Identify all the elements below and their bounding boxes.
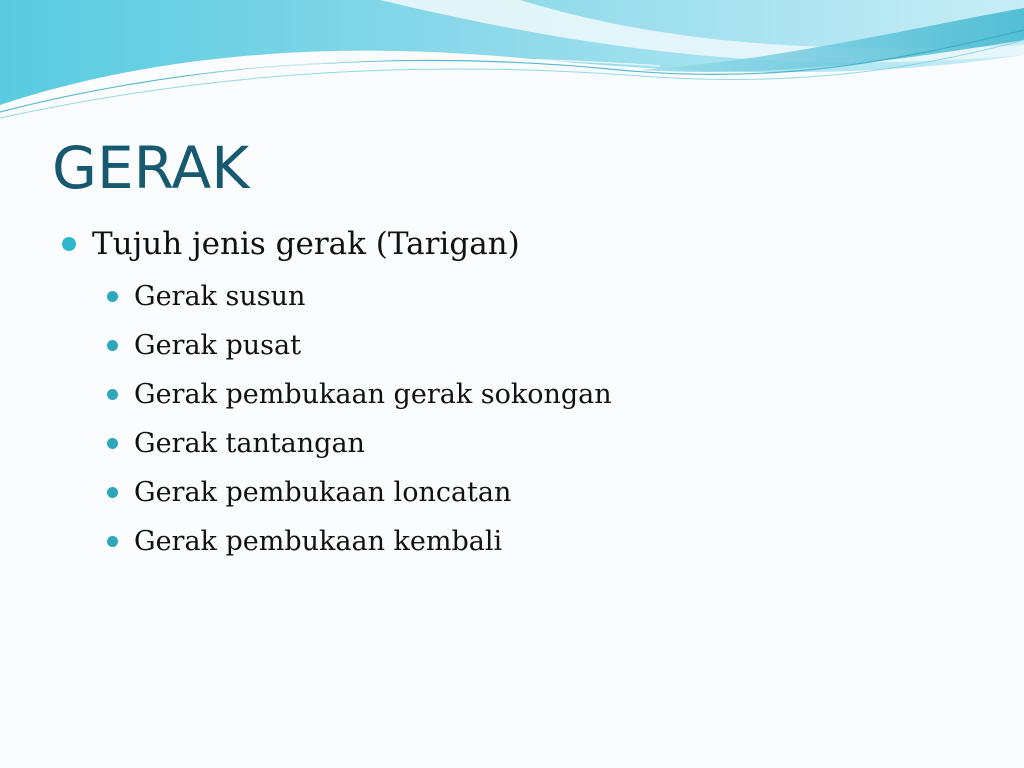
sub-bullet-text: Gerak tantangan	[134, 428, 365, 459]
bullet-dot-icon	[107, 389, 118, 400]
bullet-level-1	[62, 222, 962, 266]
sub-bullet-text: Gerak pembukaan loncatan	[134, 477, 512, 508]
bullet-dot-icon	[107, 536, 118, 547]
sub-bullet-text: Gerak pembukaan gerak sokongan	[134, 379, 612, 410]
bullet-text: Tujuh jenis gerak (Tarigan)	[92, 226, 520, 262]
sub-bullet-text: Gerak pembukaan kembali	[134, 526, 503, 557]
slide-content	[62, 222, 962, 566]
sub-bullet-item	[107, 272, 962, 321]
bullet-dot-icon	[107, 438, 118, 449]
sub-bullet-text: Gerak pusat	[134, 330, 301, 361]
bullet-dot-icon	[107, 340, 118, 351]
sub-bullet-text: Gerak susun	[134, 281, 306, 312]
bullet-dot-icon	[107, 291, 118, 302]
header-wave-decoration	[0, 0, 1024, 140]
sub-bullet-item	[107, 370, 962, 419]
sub-bullet-item	[107, 419, 962, 468]
sub-bullet-list	[62, 272, 962, 566]
bullet-dot-icon	[107, 487, 118, 498]
bullet-dot-icon	[62, 237, 76, 251]
slide-title: GERAK	[52, 134, 250, 202]
sub-bullet-item	[107, 517, 962, 566]
sub-bullet-item	[107, 468, 962, 517]
sub-bullet-item	[107, 321, 962, 370]
